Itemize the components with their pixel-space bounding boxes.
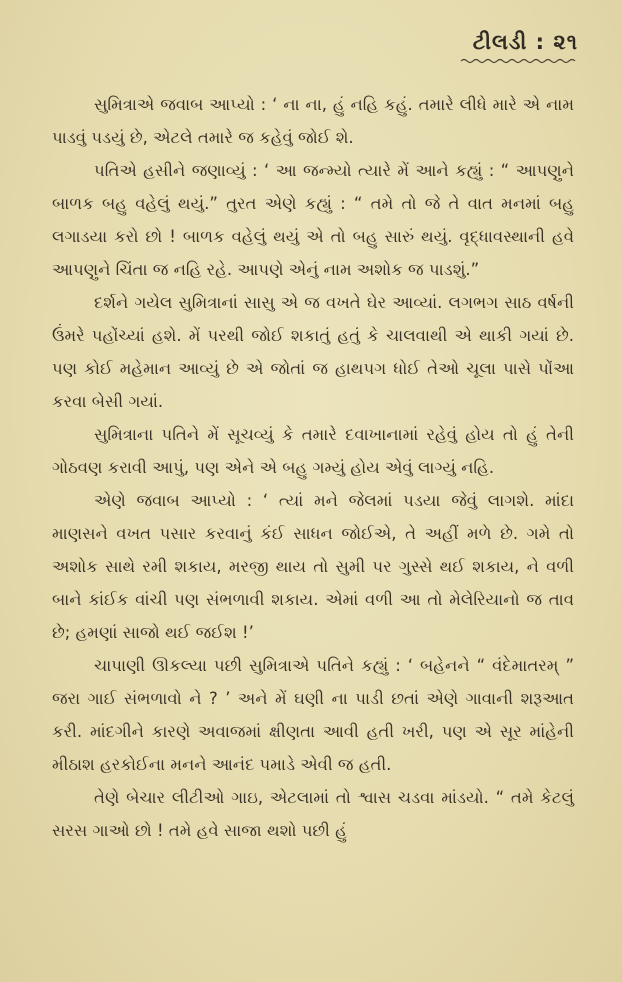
paragraph: તેણે બેચાર લીટીઓ ગાઇ, એટલામાં તો શ્વાસ ચડવા માંડયો. “ તમે કેટલું સરસ ગાઓ છો ! તમે હવે સાજા થશો પછી હું [52,788,574,840]
paragraph: પતિએ હસીને જણાવ્યું : ‘ આ જન્મ્યો ત્યારે મેં આને કહ્યું : “ આપણુને બાળક બહુ વહેલું થયું.” તુરત એણે કહ્યું : “ તમે તો જે તે વાત મનમાં બહુ લગાડયા કરો છો ! બાળક વહેલું થયું એ તો બહુ સારું થયું. વૃદ્ધાવસ્થાની હવે આપણુને ચિંતા જ નહિ રહે. આપણે એનું નામ અશોક જ પાડશું.” [52,161,574,279]
paragraph: ચાપાણી ઊકલ્યા પછી સુમિત્રાએ પતિને કહ્યું : ‘ બહેનને “ વંદેમાતરમ્ ” જરા ગાઈ સંભળાવો ને ? ’ અને મેં ઘણી ના પાડી છતાં એણે ગાવાની શરૂઆત કરી. માંદગીને કારણે અવાજમાં ક્ષીણતા આવી હતી ખરી, પણ એ સૂર માંહેની મીઠાશ હરકોઈના મનને આનંદ પમાડે એવી જ હતી. [52,656,574,774]
body-text [52,88,574,847]
running-head: ટીલડી : ૨૧ [472,30,578,54]
paragraph: સુમિત્રાએ જવાબ આપ્યો : ‘ ના ના, હું નહિ કહું. તમારે લીધે મારે એ નામ પાડવું પડયું છે, એટલે તમારે જ કહેવું જોઈ શે. [52,95,574,147]
paragraph: દર્શને ગયેલ સુમિત્રાનાં સાસુ એ જ વખતે ઘેર આવ્યાં. લગભગ સાઠ વર્ષની ઉંમરે પહોંચ્યાં હશે. મેં પરથી જોઈ શકાતું હતું કે ચાલવાથી એ થાકી ગયાં છે. પણ કોઈ મહેમાન આવ્યું છે એ જોતાં જ હાથપગ ધોઈ તેઓ ચૂલા પાસે પોંઆ કરવા બેસી ગયાં. [52,293,574,411]
page-header [460,30,578,65]
paragraph: સુમિત્રાના પતિને મેં સૂચવ્યું કે તમારે દવાખાનામાં રહેવું હોય તો હું તેની ગોઠવણ કરાવી આપું, પણ એને એ બહુ ગમ્યું હોય એવું લાગ્યું નહિ. [52,425,574,477]
wavy-underline-ornament [460,57,578,65]
paragraph: એણે જવાબ આપ્યો : ‘ ત્યાં મને જેલમાં પડયા જેવું લાગશે. માંદા માણસને વખત પસાર કરવાનું કંઈ સાધન જોઈએ, તે અહીં મળે છે. ગમે તો અશોક સાથે રમી શકાય, મરજી થાય તો સુમી પર ગુસ્સે થઈ શકાય, ને વળી બાને કાંઈક વાંચી પણ સંભળાવી શકાય. એમાં વળી આ તો મેલેરિયાનો જ તાવ છે; હમણાં સાજો થઈ જઈશ !’ [52,491,574,642]
